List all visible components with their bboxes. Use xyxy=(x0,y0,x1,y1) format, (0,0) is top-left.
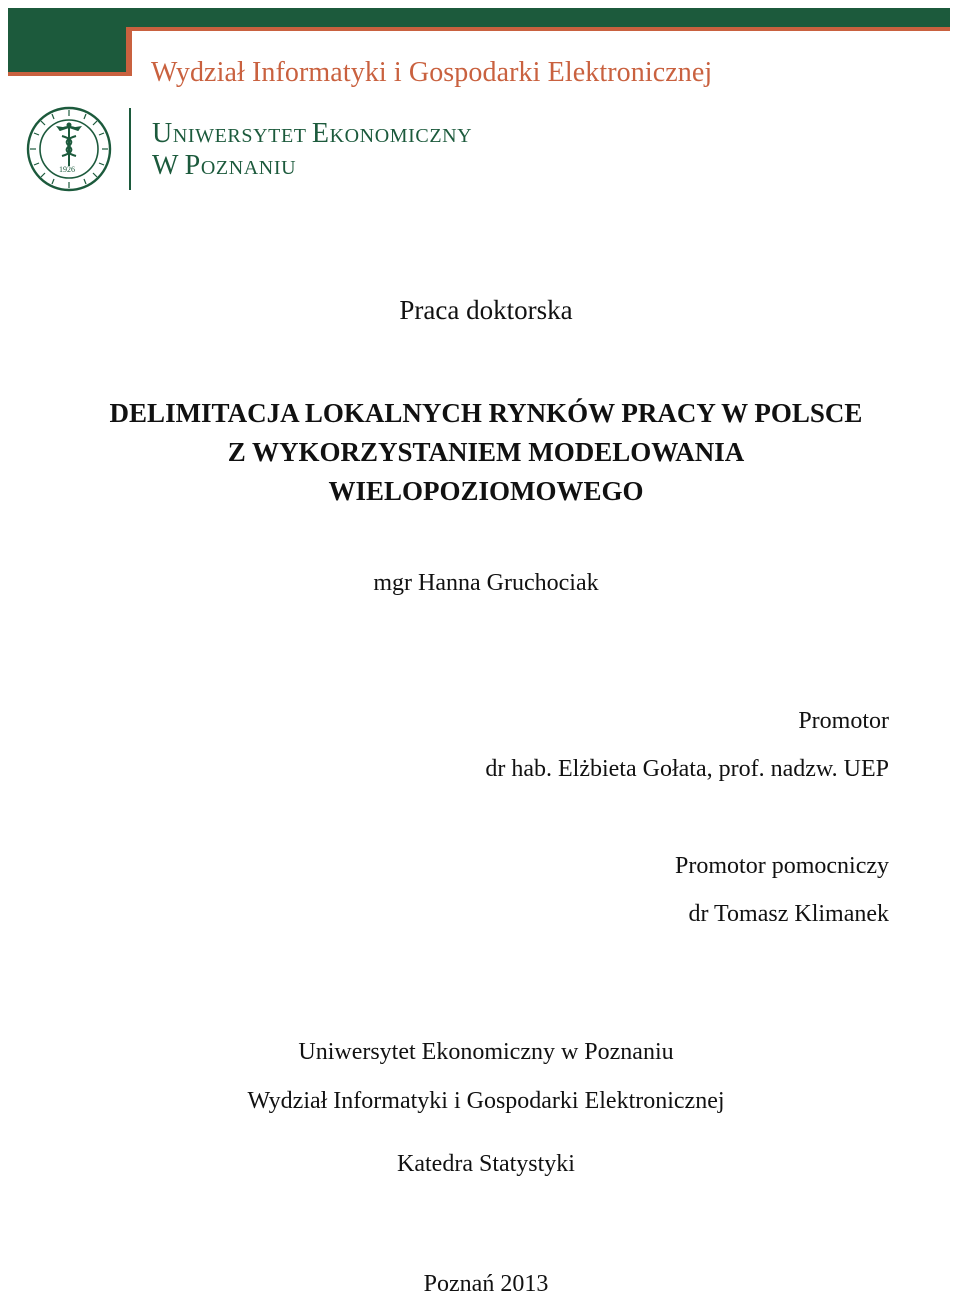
university-name-line2: W POZNANIU xyxy=(152,150,297,181)
aux-promotor-name: dr Tomasz Klimanek xyxy=(688,901,889,927)
thesis-title-line-2: Z WYKORZYSTANIEM MODELOWANIA xyxy=(227,437,745,467)
thesis-title-line-3: WIELOPOZIOMOWEGO xyxy=(328,476,644,506)
thesis-title-line-1: DELIMITACJA LOKALNYCH RYNKÓW PRACY W POLSCE xyxy=(109,398,863,428)
university-name: Uniwersytet Ekonomiczny w Poznaniu xyxy=(298,1039,674,1065)
university-seal-icon xyxy=(26,106,112,192)
header-divider xyxy=(129,108,131,190)
document-type: Praca doktorska xyxy=(399,295,573,325)
place-year: Poznań 2013 xyxy=(423,1271,549,1297)
faculty-name: Wydział Informatyki i Gospodarki Elektronicznej xyxy=(247,1088,725,1114)
promotor-name: dr hab. Elżbieta Gołata, prof. nadzw. UEP xyxy=(485,756,889,782)
thesis-title xyxy=(0,394,960,511)
faculty-header-title: Wydział Informatyki i Gospodarki Elektronicznej xyxy=(151,57,713,88)
department-name: Katedra Statystyki xyxy=(397,1151,575,1177)
author-name: mgr Hanna Gruchociak xyxy=(373,570,599,596)
aux-promotor-label: Promotor pomocniczy xyxy=(675,853,889,879)
seal-year: 1926 xyxy=(59,165,75,174)
university-name-line1: UNIWERSYTET EKONOMICZNY xyxy=(152,118,473,149)
promotor-label: Promotor xyxy=(798,708,889,734)
